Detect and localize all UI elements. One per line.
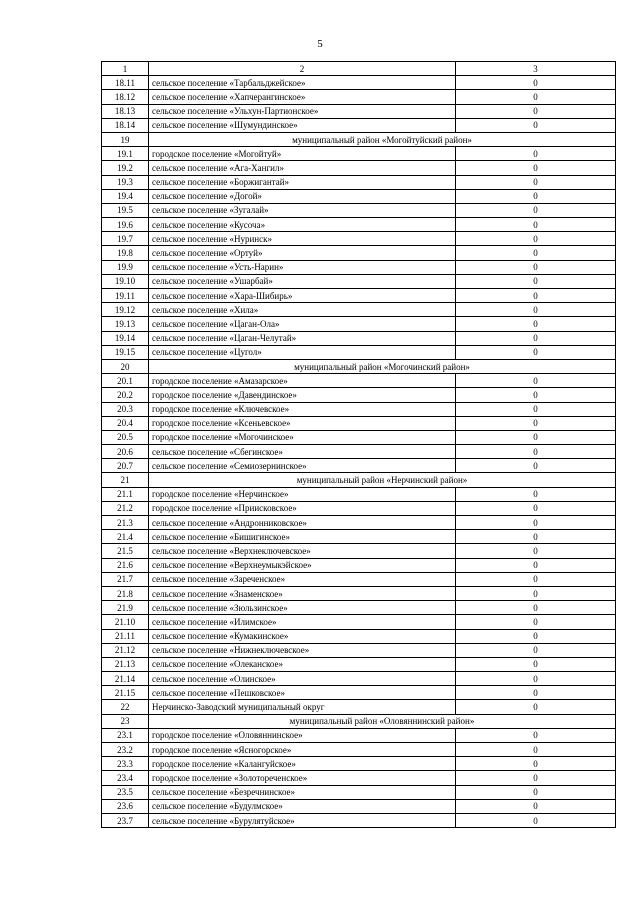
value-cell: 0: [456, 147, 616, 161]
table-row: [102, 558, 616, 572]
settlement-name: сельское поселение «Хила»: [149, 303, 456, 317]
settlement-name: городское поселение «Амазарское»: [149, 374, 456, 388]
value-cell: 0: [456, 232, 616, 246]
table-row: [102, 374, 616, 388]
table-row: [102, 147, 616, 161]
value-cell: 0: [456, 118, 616, 132]
row-number: 19.10: [102, 274, 149, 288]
settlement-name: сельское поселение «Семиозернинское»: [149, 459, 456, 473]
value-cell: 0: [456, 161, 616, 175]
section-title: муниципальный район «Могойтуйский район»: [149, 132, 616, 146]
value-cell: 0: [456, 246, 616, 260]
table-row: [102, 175, 616, 189]
table-row: [102, 260, 616, 274]
row-number: 19.13: [102, 317, 149, 331]
row-number: 19.1: [102, 147, 149, 161]
value-cell: 0: [456, 572, 616, 586]
table-row: [102, 501, 616, 515]
section-row: [102, 473, 616, 487]
table-row: [102, 516, 616, 530]
table-row: [102, 601, 616, 615]
row-number: 21: [102, 473, 149, 487]
settlement-name: сельское поселение «Сбегинское»: [149, 445, 456, 459]
row-number: 19.4: [102, 189, 149, 203]
value-cell: 0: [456, 771, 616, 785]
value-cell: 0: [456, 657, 616, 671]
header-cell-1: 1: [102, 62, 149, 76]
value-cell: 0: [456, 303, 616, 317]
table-row: [102, 686, 616, 700]
settlement-name: сельское поселение «Нуринск»: [149, 232, 456, 246]
value-cell: 0: [456, 530, 616, 544]
row-number: 19.8: [102, 246, 149, 260]
header-cell-2: 2: [149, 62, 456, 76]
row-number: 19.5: [102, 203, 149, 217]
value-cell: 0: [456, 501, 616, 515]
settlement-name: сельское поселение «Тарбальджейское»: [149, 76, 456, 90]
settlement-name: сельское поселение «Бурулятуйское»: [149, 813, 456, 827]
value-cell: 0: [456, 445, 616, 459]
value-cell: 0: [456, 416, 616, 430]
row-number: 20.3: [102, 402, 149, 416]
settlement-name: городское поселение «Золотореченское»: [149, 771, 456, 785]
value-cell: 0: [456, 558, 616, 572]
table-row: [102, 530, 616, 544]
value-cell: 0: [456, 487, 616, 501]
settlement-name: сельское поселение «Зареченское»: [149, 572, 456, 586]
row-number: 23.3: [102, 757, 149, 771]
value-cell: 0: [456, 260, 616, 274]
table-row: [102, 118, 616, 132]
row-number: 21.9: [102, 601, 149, 615]
settlement-name: сельское поселение «Кусоча»: [149, 218, 456, 232]
table-body: [102, 62, 616, 828]
row-number: 21.11: [102, 629, 149, 643]
row-number: 20.7: [102, 459, 149, 473]
value-cell: 0: [456, 402, 616, 416]
row-number: 23.1: [102, 728, 149, 742]
row-number: 21.2: [102, 501, 149, 515]
row-number: 23.6: [102, 799, 149, 813]
settlement-name: сельское поселение «Илимское»: [149, 615, 456, 629]
table-row: [102, 402, 616, 416]
value-cell: 0: [456, 799, 616, 813]
row-number: 19.14: [102, 331, 149, 345]
row-number: 19: [102, 132, 149, 146]
settlement-name: сельское поселение «Хара-Шибирь»: [149, 289, 456, 303]
settlement-name: городское поселение «Могойтуй»: [149, 147, 456, 161]
table-row: [102, 487, 616, 501]
row-number: 20.6: [102, 445, 149, 459]
settlement-name: сельское поселение «Зюльзинское»: [149, 601, 456, 615]
row-number: 21.8: [102, 586, 149, 600]
table-row: [102, 189, 616, 203]
table-row: [102, 657, 616, 671]
table-row: [102, 289, 616, 303]
row-number: 18.12: [102, 90, 149, 104]
settlement-name: сельское поселение «Цаган-Челутай»: [149, 331, 456, 345]
row-number: 19.11: [102, 289, 149, 303]
row-number: 21.5: [102, 544, 149, 558]
table-row: [102, 643, 616, 657]
value-cell: 0: [456, 430, 616, 444]
data-table: [101, 61, 616, 828]
settlement-name: городское поселение «Ясногорское»: [149, 743, 456, 757]
table-row: [102, 629, 616, 643]
settlement-name: городское поселение «Ключевское»: [149, 402, 456, 416]
settlement-name: сельское поселение «Олинское»: [149, 672, 456, 686]
settlement-name: сельское поселение «Ушарбай»: [149, 274, 456, 288]
table-row: [102, 218, 616, 232]
settlement-name: сельское поселение «Догой»: [149, 189, 456, 203]
table-row: [102, 303, 616, 317]
settlement-name: Нерчинско-Заводский муниципальный округ: [149, 700, 456, 714]
table-header-row: [102, 62, 616, 76]
table-row: [102, 345, 616, 359]
settlement-name: сельское поселение «Верхнеключевское»: [149, 544, 456, 558]
table-row: [102, 203, 616, 217]
settlement-name: сельское поселение «Кумакинское»: [149, 629, 456, 643]
settlement-name: сельское поселение «Нижнеключевское»: [149, 643, 456, 657]
section-title: муниципальный район «Могочинский район»: [149, 359, 616, 373]
row-number: 23.2: [102, 743, 149, 757]
value-cell: 0: [456, 274, 616, 288]
row-number: 19.6: [102, 218, 149, 232]
value-cell: 0: [456, 289, 616, 303]
table-row: [102, 572, 616, 586]
row-number: 20.5: [102, 430, 149, 444]
section-row: [102, 132, 616, 146]
value-cell: 0: [456, 785, 616, 799]
value-cell: 0: [456, 331, 616, 345]
row-number: 23.4: [102, 771, 149, 785]
table-row: [102, 246, 616, 260]
settlement-name: городское поселение «Приисковское»: [149, 501, 456, 515]
settlement-name: сельское поселение «Пешковское»: [149, 686, 456, 700]
row-number: 20.1: [102, 374, 149, 388]
value-cell: 0: [456, 388, 616, 402]
value-cell: 0: [456, 175, 616, 189]
value-cell: 0: [456, 629, 616, 643]
row-number: 19.3: [102, 175, 149, 189]
table-row: [102, 90, 616, 104]
value-cell: 0: [456, 728, 616, 742]
row-number: 21.12: [102, 643, 149, 657]
row-number: 19.7: [102, 232, 149, 246]
table-row: [102, 232, 616, 246]
settlement-name: городское поселение «Ксеньевское»: [149, 416, 456, 430]
settlement-name: сельское поселение «Будулмское»: [149, 799, 456, 813]
page-number: 5: [317, 38, 323, 50]
row-number: 21.7: [102, 572, 149, 586]
value-cell: 0: [456, 189, 616, 203]
settlement-name: сельское поселение «Ортуй»: [149, 246, 456, 260]
settlement-name: сельское поселение «Бишигинское»: [149, 530, 456, 544]
value-cell: 0: [456, 317, 616, 331]
row-number: 23.7: [102, 813, 149, 827]
table-row: [102, 586, 616, 600]
table-row: [102, 615, 616, 629]
settlement-name: сельское поселение «Ульхун-Партионское»: [149, 104, 456, 118]
table-row: [102, 771, 616, 785]
row-number: 21.15: [102, 686, 149, 700]
settlement-name: сельское поселение «Хапчерангинское»: [149, 90, 456, 104]
table-row: [102, 161, 616, 175]
table-row: [102, 799, 616, 813]
table-row: [102, 813, 616, 827]
table-row: [102, 416, 616, 430]
settlement-name: городское поселение «Оловяннинское»: [149, 728, 456, 742]
settlement-name: сельское поселение «Боржигантай»: [149, 175, 456, 189]
row-number: 19.2: [102, 161, 149, 175]
table-row: [102, 743, 616, 757]
value-cell: 0: [456, 586, 616, 600]
value-cell: 0: [456, 757, 616, 771]
row-number: 19.12: [102, 303, 149, 317]
row-number: 21.4: [102, 530, 149, 544]
value-cell: 0: [456, 459, 616, 473]
row-number: 20.4: [102, 416, 149, 430]
row-number: 18.13: [102, 104, 149, 118]
settlement-name: городское поселение «Калангуйское»: [149, 757, 456, 771]
table-row: [102, 76, 616, 90]
row-number: 22: [102, 700, 149, 714]
table-row: [102, 757, 616, 771]
row-number: 19.15: [102, 345, 149, 359]
row-number: 21.13: [102, 657, 149, 671]
row-number: 21.6: [102, 558, 149, 572]
value-cell: 0: [456, 374, 616, 388]
settlement-name: городское поселение «Нерчинское»: [149, 487, 456, 501]
settlement-name: сельское поселение «Знаменское»: [149, 586, 456, 600]
value-cell: 0: [456, 700, 616, 714]
table-row: [102, 274, 616, 288]
settlement-name: сельское поселение «Усть-Нарин»: [149, 260, 456, 274]
table-row: [102, 317, 616, 331]
row-number: 20: [102, 359, 149, 373]
row-number: 18.14: [102, 118, 149, 132]
row-number: 19.9: [102, 260, 149, 274]
section-row: [102, 714, 616, 728]
value-cell: 0: [456, 90, 616, 104]
value-cell: 0: [456, 743, 616, 757]
table-row: [102, 104, 616, 118]
settlement-name: сельское поселение «Олеканское»: [149, 657, 456, 671]
table-row: [102, 728, 616, 742]
value-cell: 0: [456, 643, 616, 657]
value-cell: 0: [456, 813, 616, 827]
table-row: [102, 430, 616, 444]
table-row: [102, 459, 616, 473]
value-cell: 0: [456, 218, 616, 232]
row-number: 23.5: [102, 785, 149, 799]
settlement-name: городское поселение «Давендинское»: [149, 388, 456, 402]
value-cell: 0: [456, 76, 616, 90]
table-row: [102, 445, 616, 459]
value-cell: 0: [456, 345, 616, 359]
value-cell: 0: [456, 516, 616, 530]
table-row: [102, 672, 616, 686]
value-cell: 0: [456, 615, 616, 629]
settlement-name: сельское поселение «Цаган-Ола»: [149, 317, 456, 331]
row-number: 20.2: [102, 388, 149, 402]
section-title: муниципальный район «Оловяннинский район»: [149, 714, 616, 728]
row-number: 21.14: [102, 672, 149, 686]
header-cell-3: 3: [456, 62, 616, 76]
settlement-name: сельское поселение «Шумундинское»: [149, 118, 456, 132]
value-cell: 0: [456, 601, 616, 615]
settlement-name: сельское поселение «Зугалай»: [149, 203, 456, 217]
row-number: 21.3: [102, 516, 149, 530]
row-number: 18.11: [102, 76, 149, 90]
value-cell: 0: [456, 203, 616, 217]
value-cell: 0: [456, 544, 616, 558]
row-number: 21.10: [102, 615, 149, 629]
value-cell: 0: [456, 686, 616, 700]
row-number: 23: [102, 714, 149, 728]
table-row: [102, 700, 616, 714]
settlement-name: сельское поселение «Андронниковское»: [149, 516, 456, 530]
row-number: 21.1: [102, 487, 149, 501]
table-row: [102, 331, 616, 345]
table-row: [102, 544, 616, 558]
settlement-name: сельское поселение «Верхнеумыкэйское»: [149, 558, 456, 572]
settlement-name: сельское поселение «Цугол»: [149, 345, 456, 359]
table-row: [102, 785, 616, 799]
settlement-name: сельское поселение «Безречнинское»: [149, 785, 456, 799]
settlement-name: городское поселение «Могочинское»: [149, 430, 456, 444]
section-row: [102, 359, 616, 373]
settlement-name: сельское поселение «Ага-Хангил»: [149, 161, 456, 175]
section-title: муниципальный район «Нерчинский район»: [149, 473, 616, 487]
value-cell: 0: [456, 104, 616, 118]
value-cell: 0: [456, 672, 616, 686]
table-row: [102, 388, 616, 402]
